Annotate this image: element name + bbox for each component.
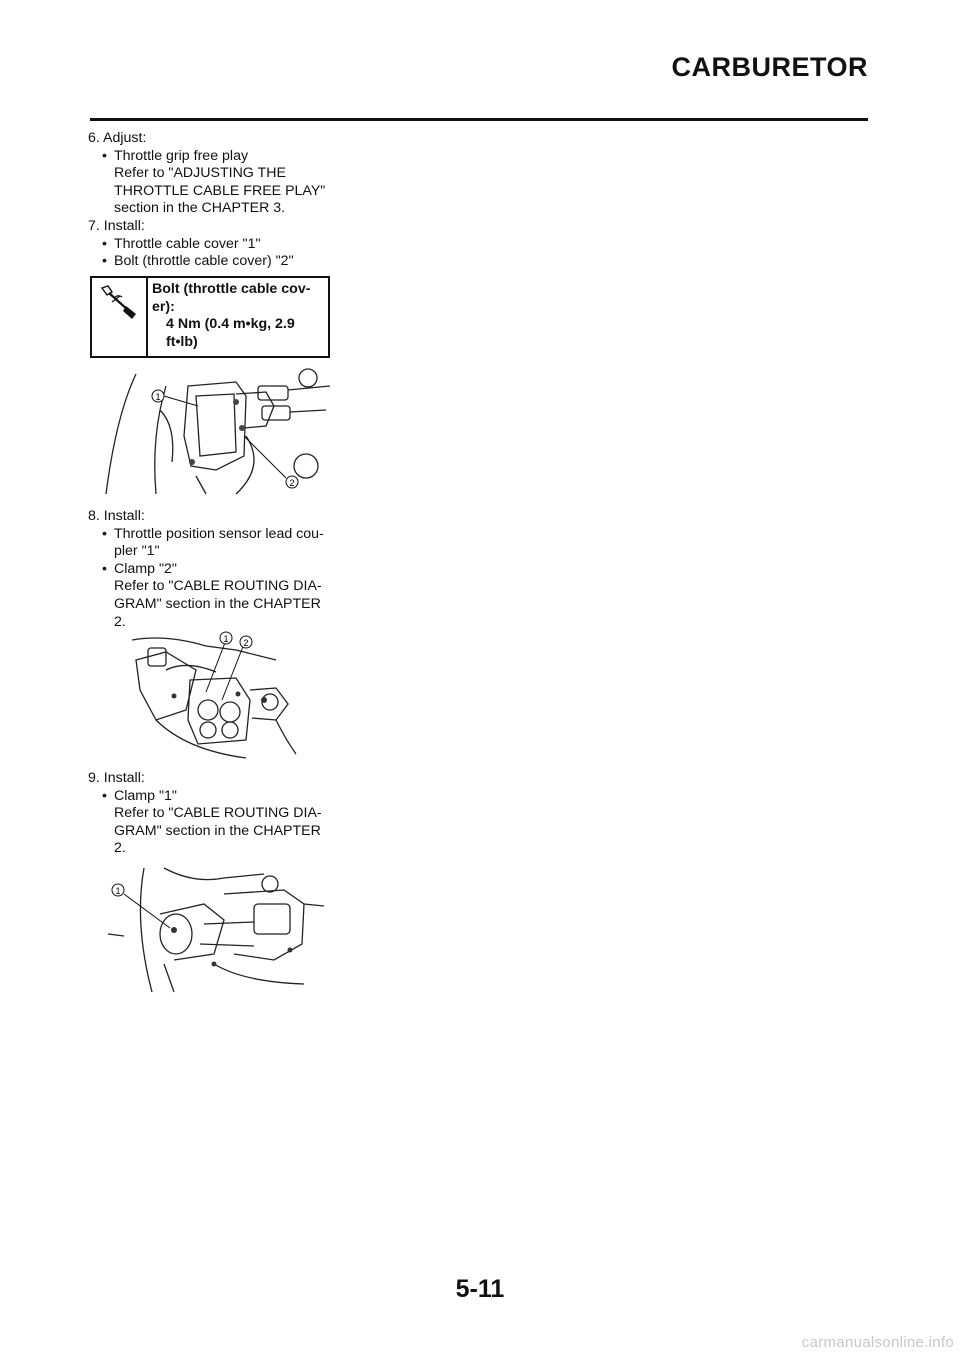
footer-watermark: carmanualsonline.info [801, 1334, 954, 1351]
step-line: THROTTLE CABLE FREE PLAY" [114, 182, 326, 199]
step-line: • Clamp "1" [88, 788, 338, 806]
figure-throttle-cable-cover [96, 366, 332, 498]
torque-spec-box [90, 276, 330, 358]
step-action: Install: [103, 217, 145, 234]
step-line: GRAM" section in the CHAPTER [114, 822, 321, 839]
step-line: • Throttle grip free play [88, 148, 338, 166]
step-action: Install: [103, 508, 145, 524]
step-line: Refer to "CABLE ROUTING DIA- [114, 578, 322, 595]
step-line: section in the CHAPTER 3. [114, 200, 286, 217]
figure-sensor-coupler-clamp [126, 630, 302, 760]
spec-label: Bolt (throttle cable cov- [152, 281, 311, 297]
spec-label: er): [152, 298, 175, 315]
step-8-block [88, 508, 338, 631]
step-line: Refer to "ADJUSTING THE [114, 165, 286, 182]
step-7 [88, 218, 338, 236]
step-9-block [88, 770, 338, 858]
callout-2: 2 [243, 638, 249, 648]
callout-2: 2 [289, 478, 295, 488]
step-line: Refer to "CABLE ROUTING DIA- [114, 805, 322, 822]
callout-1: 1 [115, 886, 121, 896]
step-action: Install: [103, 770, 145, 786]
step-line: GRAM" section in the CHAPTER [114, 595, 321, 612]
step-number: 8. [88, 508, 100, 524]
step-line: 2. [114, 613, 126, 630]
spec-value: ft•lb) [166, 333, 198, 350]
spec-text [152, 281, 327, 351]
page-number: 5-11 [455, 1275, 505, 1303]
step-number: 7. [88, 217, 100, 234]
figure-clamp [104, 864, 326, 994]
header-rule [90, 118, 868, 121]
step-number: 9. [88, 770, 100, 786]
step-number: 6. [88, 130, 100, 146]
step-action: Adjust: [103, 130, 147, 146]
torque-wrench-icon [98, 284, 142, 324]
step-line: 2. [114, 840, 126, 857]
step-line: • Clamp "2" [88, 561, 338, 579]
callout-1: 1 [223, 634, 229, 644]
steps-6-7 [88, 130, 338, 271]
step-9 [88, 770, 338, 788]
step-line: pler "1" [114, 543, 160, 560]
step-line: • Throttle position sensor lead cou- [88, 526, 338, 544]
step-6 [88, 130, 338, 148]
callout-1: 1 [155, 392, 161, 402]
spec-divider [146, 278, 148, 356]
step-line: • Throttle cable cover "1" [88, 236, 338, 254]
step-8 [88, 508, 338, 526]
step-line: • Bolt (throttle cable cover) "2" [88, 253, 338, 271]
section-title: CARBURETOR [671, 52, 868, 82]
spec-value: 4 Nm (0.4 m•kg, 2.9 [166, 316, 295, 332]
